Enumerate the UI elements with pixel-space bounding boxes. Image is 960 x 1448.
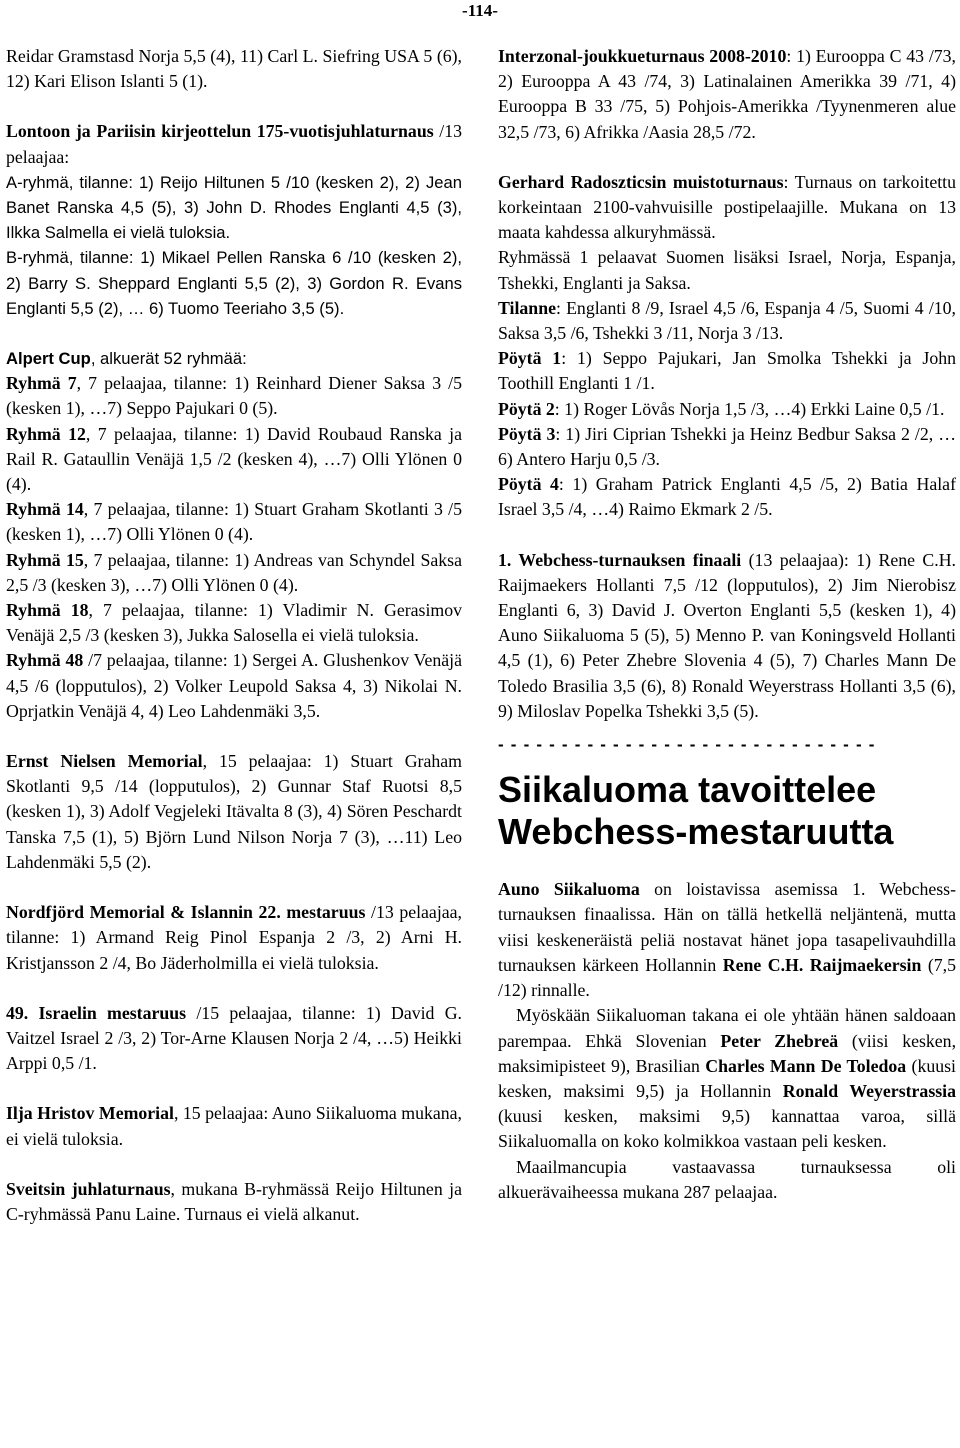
right-column <box>498 44 956 1205</box>
ilja-hristov-memorial: Ilja Hristov Memorial, 15 pelaajaa: Auno Siikaluoma mukana, ei vielä tuloksia. <box>6 1103 462 1149</box>
webchess-final: 1. Webchess-turnauksen finaali (13 pelaajaa): 1) Rene C.H. Raijmaekers Hollanti 7,5 /12 (lopputulos), 2) Jim Nierobisz Englanti 6, 3) David J. Overton Englanti 5,5 (kesken 1), 4) Auno Siikaluoma 5 (5), 5) Menno P. van Koningsveld Hollanti 4,5 (1), 6) Peter Zhebre Slovenia 4 (5), 7) Charles Mann De Toledo Brasilia 3,5 (6), 8) Ronald Weyerstrass Hollanti 3,5 (6), 9) Miloslav Popelka Tshekki 3,5 (5). <box>498 549 956 721</box>
article-paragraph-1: Auno Siikaluoma on loistavissa asemissa 1. Webchess-turnauksen finaalissa. Hän on tällä hetkellä neljäntenä, mutta viisi keskeneräistä peliä nostavat hänet jopa tasapelivauhdilla turnauksen kärkeen Hollannin Rene C.H. Raijmaekersin (7,5 /12) rinnalle. <box>498 879 956 1001</box>
group-b-standings: B-ryhmä, tilanne: 1) Mikael Pellen Ranska 6 /10 (kesken 2), 2) Barry S. Sheppard Englanti 5,5 (2), 3) Gordon R. Evans Englanti 5,5 (2), … 6) Tuomo Teeriaho 3,5 (5). <box>6 248 462 318</box>
board-1: Pöytä 1: 1) Seppo Pajukari, Jan Smolka Tshekki ja John Toothill Englanti 1 /1. <box>498 348 956 394</box>
nordfjord-memorial: Nordfjörd Memorial & Islannin 22. mestaruus /13 pelaajaa, tilanne: 1) Armand Reig Pinol Espanja 2 /3, 2) Arni H. Kristjansson 2 /4, Bo Jäderholmilla ei vielä tuloksia. <box>6 902 462 973</box>
radosztics-memorial: Gerhard Radoszticsin muistoturnaus: Turnaus on tarkoitettu korkeintaan 2100-vahvuisille postipelaajille. Mukana on 13 maata kahdessa alkuryhmässä. <box>498 171 956 243</box>
team-standings: Tilanne: Englanti 8 /9, Israel 4,5 /6, Espanja 4 /5, Suomi 4 /10, Saksa 3,5 /6, Tshekki 3 /11, Norja 3 /13. <box>498 297 956 344</box>
article-headline: Siikaluoma tavoittelee Webchess-mestaruutta <box>498 769 894 853</box>
tournament-title: Alpert Cup <box>6 349 91 369</box>
section-divider: - - - - - - - - - - - - - - - - - - - - - - - - - - - - - - <box>498 735 876 755</box>
group-48: Ryhmä 48 /7 pelaajaa, tilanne: 1) Sergei A. Glushenkov Venäjä 4,5 /6 (lopputulos), 2) Volker Leupold Saksa 4, 3) Nikolai N. Oprjatkin Venäjä 4, 4) Leo Lahdenmäki 3,5. <box>6 650 462 721</box>
alpert-cup: Alpert Cup, alkuerät 52 ryhmää: <box>6 349 247 369</box>
article-paragraph-3: Maailmancupia vastaavassa turnauksessa oli alkuerävaiheessa mukana 287 pelaajaa. <box>498 1156 956 1202</box>
group-12: Ryhmä 12, 7 pelaajaa, tilanne: 1) David Roubaud Ranska ja Rail R. Gataullin Venäjä 1,5 /2 (kesken 4), …7) Olli Ylönen 0 (4). <box>6 423 462 495</box>
group-7: Ryhmä 7, 7 pelaajaa, tilanne: 1) Reinhard Diener Saksa 3 /5 (kesken 1), …7) Seppo Pajukari 0 (5). <box>6 373 462 419</box>
left-column <box>6 44 462 1227</box>
article-paragraph-2: Myöskään Siikaluoman takana ei ole yhtään hänen saldoaan parempaa. Ehkä Slovenian Peter Zhebreä (viisi kesken, maksimipisteet 9), Brasilian Charles Mann De Toledoa (kuusi kesken, maksimi 9,5) ja Hollannin Ronald Weyerstrassia (kuusi kesken, maksimi 9,5) kannattaa varoa, sillä Siikaluomalla on koko kolmikkoa vastaan peli kesken. <box>498 1005 957 1152</box>
london-paris-tournament: Lontoon ja Pariisin kirjeottelun 175-vuotisjuhlaturnaus /13 pelaajaa: <box>6 121 463 167</box>
board-4: Pöytä 4: 1) Graham Patrick Englanti 4,5 /5, 2) Batia Halaf Israel 3,5 /4, …4) Raimo Ekmark 2 /5. <box>498 474 956 520</box>
group-15: Ryhmä 15, 7 pelaajaa, tilanne: 1) Andreas van Schyndel Saksa 2,5 /3 (kesken 3), …7) Olli Ylönen 0 (4). <box>6 549 462 595</box>
results-continued: Reidar Gramstasd Norja 5,5 (4), 11) Carl L. Siefring USA 5 (6), 12) Kari Elison Islanti 5 (1). <box>6 46 462 92</box>
group-1-members: Ryhmässä 1 pelaavat Suomen lisäksi Israel, Norja, Espanja, Tshekki, Englanti ja Saksa. <box>498 247 956 293</box>
interzonal-team-tournament: Interzonal-joukkueturnaus 2008-2010: 1) Eurooppa C 43 /73, 2) Eurooppa A 43 /74, 3) Latinalainen Amerikka 39 /71, 4) Eurooppa B 33 /75, 5) Pohjois-Amerikka /Tyynenmeren alue 32,5 /73, 6) Afrikka /Aasia 28,5 /72. <box>498 46 957 142</box>
board-3: Pöytä 3: 1) Jiri Ciprian Tshekki ja Heinz Bedbur Saksa 2 /2, …6) Antero Harju 0,5 /3. <box>498 423 956 470</box>
board-2: Pöytä 2: 1) Roger Lövås Norja 1,5 /3, …4) Erkki Laine 0,5 /1. <box>498 398 945 419</box>
group-14: Ryhmä 14, 7 pelaajaa, tilanne: 1) Stuart Graham Skotlanti 3 /5 (kesken 1), …7) Olli Ylönen 0 (4). <box>6 499 462 545</box>
group-a-standings: A-ryhmä, tilanne: 1) Reijo Hiltunen 5 /10 (kesken 2), 2) Jean Banet Ranska 4,5 (5), 3) John D. Rhodes Englanti 4,5 (3), Ilkka Salmella ei vielä tuloksia. <box>6 172 462 243</box>
group-18: Ryhmä 18, 7 pelaajaa, tilanne: 1) Vladimir N. Gerasimov Venäjä 2,5 /3 (kesken 3), Jukka Salosella ei vielä tuloksia. <box>6 600 462 646</box>
swiss-jubilee-tournament: Sveitsin juhlaturnaus, mukana B-ryhmässä Reijo Hiltunen ja C-ryhmässä Panu Laine. Turnaus ei vielä alkanut. <box>6 1178 462 1224</box>
page-number: -114- <box>462 1 498 20</box>
tournament-title: Lontoon ja Pariisin kirjeottelun 175-vuotisjuhlaturnaus <box>6 121 434 142</box>
israel-championship: 49. Israelin mestaruus /15 pelaajaa, tilanne: 1) David G. Vaitzel Israel 2 /3, 2) Tor-Arne Klausen Norja 2 /4, …5) Heikki Arppi 0,5 /1. <box>6 1002 463 1074</box>
ernst-nielsen-memorial: Ernst Nielsen Memorial, 15 pelaajaa: 1) Stuart Graham Skotlanti 9,5 /14 (lopputulos), 2) Gunnar Staf Ruotsi 8,5 (kesken 1), 3) Adolf Vegjeleki Itävalta 8 (3), 4) Sören Peschardt Tanska 7,5 (1), 5) Björn Lund Nilson Norja 7 (3), …11) Leo Lahdenmäki 5,5 (2). <box>6 751 462 872</box>
